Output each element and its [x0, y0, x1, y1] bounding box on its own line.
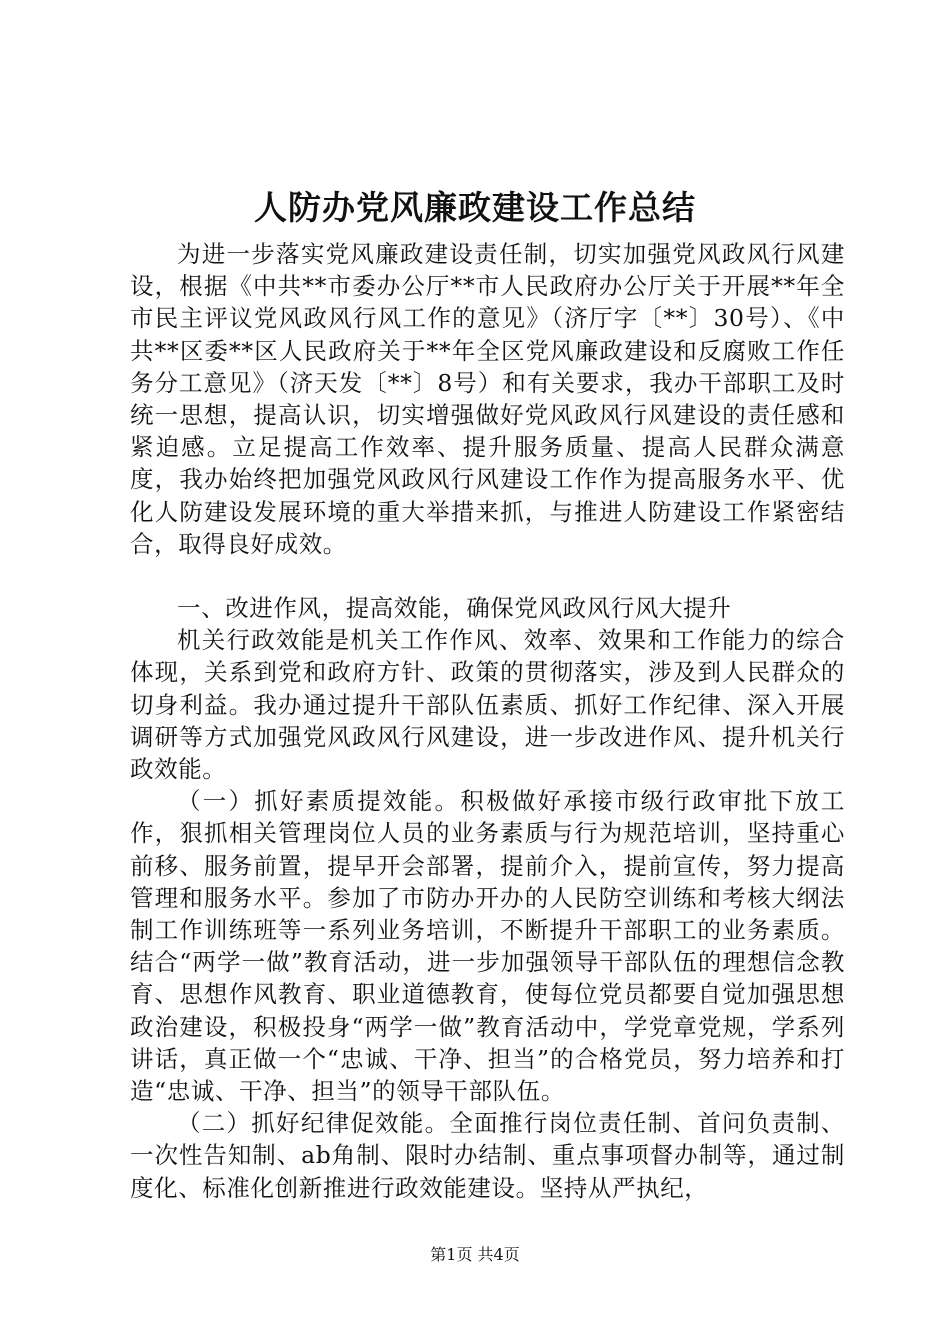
- subsection-2-paragraph: （二）抓好纪律促效能。全面推行岗位责任制、首问负责制、一次性告知制、ab角制、限时办结制、重点事项督办制等，通过制度化、标准化创新推进行政效能建设。坚持从严执纪，: [130, 1109, 845, 1202]
- intro-paragraph: 为进一步落实党风廉政建设责任制，切实加强党风政风行风建设，根据《中共**市委办公厅**市人民政府办公厅关于开展**年全市民主评议党风政风行风工作的意见》（济厅字〔**〕30号）、《中共**区委**区人民政府关于**年全区党风廉政建设和反腐败工作任务分工意见》（济天发〔**〕8号）和有关要求，我办干部职工及时统一思想，提高认识，切实增强做好党风政风行风建设的责任感和紧迫感。立足提高工作效率、提升服务质量、提高人民群众满意度，我办始终把加强党风政风行风建设工作作为提高服务水平、优化人防建设发展环境的重大举措来抓，与推进人防建设工作紧密结合，取得良好成效。: [130, 240, 845, 558]
- document-body: [130, 238, 845, 1204]
- section-1-paragraph: 机关行政效能是机关工作作风、效率、效果和工作能力的综合体现，关系到党和政府方针、政策的贯彻落实，涉及到人民群众的切身利益。我办通过提升干部队伍素质、抓好工作纪律、深入开展调研等方式加强党风政风行风建设，进一步改进作风、提升机关行政效能。: [130, 626, 845, 784]
- subsection-1-paragraph: （一）抓好素质提效能。积极做好承接市级行政审批下放工作，狠抓相关管理岗位人员的业务素质与行为规范培训，坚持重心前移、服务前置，提早开会部署，提前介入，提前宣传，努力提高管理和服务水平。参加了市防办开办的人民防空训练和考核大纲法制工作训练班等一系列业务培训，不断提升干部职工的业务素质。结合“两学一做”教育活动，进一步加强领导干部队伍的理想信念教育、思想作风教育、职业道德教育，使每位党员都要自觉加强思想政治建设，积极投身“两学一做”教育活动中，学党章党规，学系列讲话，真正做一个“忠诚、干净、担当”的合格党员，努力培养和打造“忠诚、干净、担当”的领导干部队伍。: [130, 787, 845, 1106]
- section-heading-1: 一、改进作风，提高效能，确保党风政风行风大提升: [177, 594, 732, 623]
- page-footer: 第1页 共4页: [430, 1245, 520, 1264]
- document-title: 人防办党风廉政建设工作总结: [254, 188, 696, 227]
